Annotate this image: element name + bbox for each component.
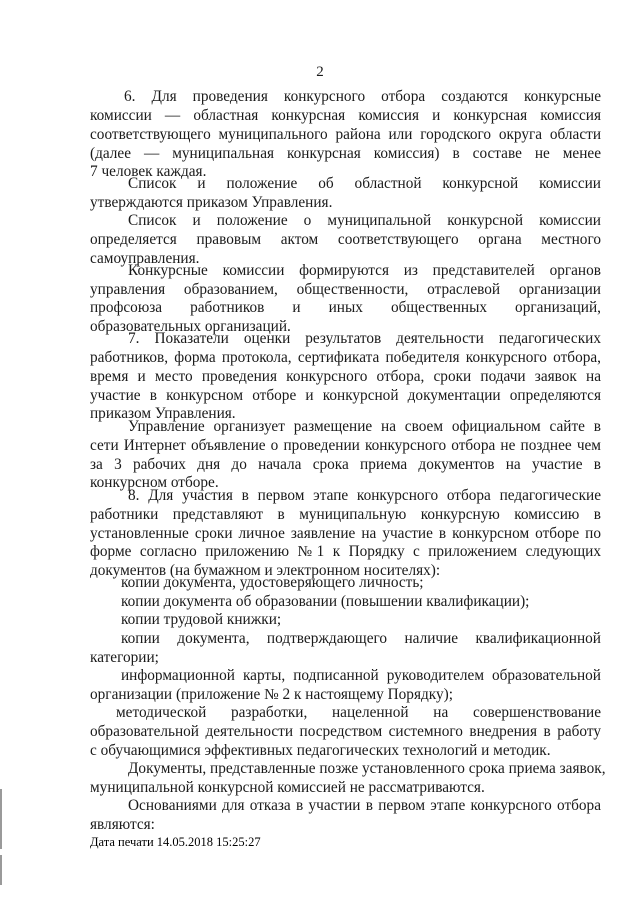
scan-edge-mark xyxy=(0,855,2,885)
list-item: информационной карты, подписанной руководителем образовательной xyxy=(121,667,601,684)
paragraph-line: форме согласно приложению №1 к Порядку с приложением следующих xyxy=(90,543,601,560)
paragraph-line: комиссии — областная конкурсная комиссия и конкурсная комиссия xyxy=(90,107,601,124)
paragraph-line: Список и положение об областной конкурсной комиссии xyxy=(128,175,601,192)
paragraph-line: Основаниями для отказа в участии в первом этапе конкурсного отбора xyxy=(128,797,601,814)
paragraph-line: конкурсном отборе. xyxy=(90,474,219,491)
paragraph-line: Управление организует размещение на своем официальном сайте в xyxy=(128,418,601,435)
list-item: категории; xyxy=(90,649,159,666)
paragraph-line: работники представляют в муниципальную конкурсную комиссию в xyxy=(90,506,601,523)
paragraph-line: документов (на бумажном и электронном носителях): xyxy=(90,562,441,579)
paragraph-line: соответствующего муниципального района или городского округа области xyxy=(90,126,601,143)
paragraph-line: образовательных организаций. xyxy=(90,318,291,335)
scan-edge-mark xyxy=(0,789,2,849)
paragraph-line: установленные сроки личное заявление на участие в конкурсном отборе по xyxy=(90,525,601,542)
paragraph-line: 7. Показатели оценки результатов деятельности педагогических xyxy=(128,330,601,347)
paragraph-line: управления образованием, общественности, отраслевой организации xyxy=(90,281,601,298)
paragraph-line: профсоюза работников и иных общественных организаций, xyxy=(90,299,601,316)
list-item: копии документа, удостоверяющего личность; xyxy=(121,574,424,591)
print-date-footer: Дата печати 14.05.2018 15:25:27 xyxy=(90,835,261,849)
paragraph-line: время и место проведения конкурсного отбора, сроки подачи заявок на xyxy=(90,368,601,385)
paragraph-line: за 3 рабочих дня до начала срока приема документов на участие в xyxy=(90,456,601,473)
paragraph-line: самоуправления. xyxy=(90,250,200,267)
list-item: организации (приложение № 2 к настоящему Порядку); xyxy=(90,686,453,703)
paragraph-line: Документы, представленные позже установленного срока приема заявок, xyxy=(128,760,606,777)
list-item: копии документа, подтверждающего наличие квалификационной xyxy=(121,630,601,647)
list-item: копии трудовой книжки; xyxy=(121,611,282,628)
list-item: с обучающимися эффективных педагогических технологий и методик. xyxy=(90,742,551,759)
paragraph-line: Список и положение о муниципальной конкурсной комиссии xyxy=(128,212,601,229)
page-number: 2 xyxy=(316,64,324,80)
paragraph-line: 7 человек каждая. xyxy=(90,163,207,180)
paragraph-line: 6. Для проведения конкурсного отбора создаются конкурсные xyxy=(124,88,601,105)
paragraph-line: сети Интернет объявление о проведении конкурсного отбора не позднее чем xyxy=(90,437,601,454)
list-item: копии документа об образовании (повышении квалификации); xyxy=(121,593,530,610)
list-item: образовательной деятельности посредством системного внедрения в работу xyxy=(90,723,601,740)
paragraph-line: утверждаются приказом Управления. xyxy=(90,194,333,211)
paragraph-line: (далее — муниципальная конкурсная комиссия) в составе не менее xyxy=(90,145,601,162)
paragraph-line: являются: xyxy=(90,816,155,833)
paragraph-line: муниципальной конкурсной комиссией не рассматриваются. xyxy=(90,779,485,796)
list-item: методической разработки, нацеленной на совершенствование xyxy=(116,704,601,721)
paragraph-line: определяется правовым актом соответствующего органа местного xyxy=(90,231,601,248)
paragraph-line: Конкурсные комиссии формируются из представителей органов xyxy=(128,262,601,279)
paragraph-line: работников, форма протокола, сертификата победителя конкурсного отбора, xyxy=(90,349,601,366)
paragraph-line: приказом Управления. xyxy=(90,405,236,422)
paragraph-line: участие в конкурсном отборе и конкурсной документации определяются xyxy=(90,387,601,404)
paragraph-line: 8. Для участия в первом этапе конкурсного отбора педагогические xyxy=(128,487,601,504)
